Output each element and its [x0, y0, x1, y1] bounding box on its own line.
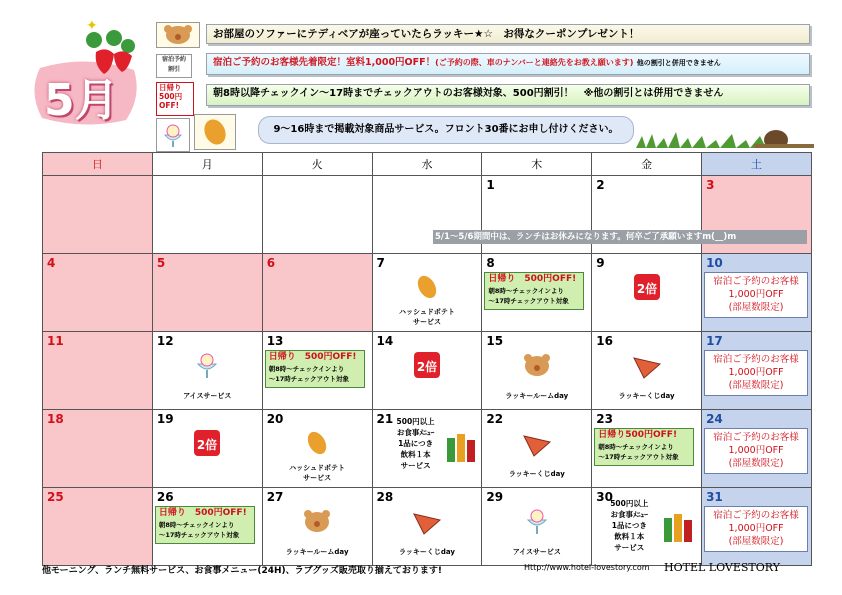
day-cell[interactable] — [152, 332, 262, 410]
weekday-tue: 火 — [262, 153, 372, 176]
day-cell[interactable] — [482, 254, 592, 332]
day-number: 7 — [376, 256, 385, 270]
day-cell[interactable] — [372, 488, 482, 566]
meal-drink-offer: 500円以上 お食事ﾒﾆｭｰ 1品につき 飲料１本 サービス — [610, 499, 649, 552]
weekday-mon: 月 — [152, 153, 262, 176]
day-cell[interactable] — [152, 254, 262, 332]
day-number: 29 — [486, 490, 504, 504]
day-cell[interactable] — [262, 332, 372, 410]
ice-cream-icon — [190, 350, 224, 380]
day-cell[interactable] — [43, 410, 153, 488]
day-number: 9 — [596, 256, 605, 270]
strawberry-icon — [82, 30, 138, 76]
service-caption: アイスサービス — [183, 392, 232, 400]
day-cell[interactable] — [592, 488, 702, 566]
day-number: 12 — [156, 334, 174, 348]
weekday-wed: 水 — [372, 153, 482, 176]
day-cell[interactable] — [592, 410, 702, 488]
day-number: 30 — [596, 490, 613, 504]
service-caption: アイスサービス — [512, 548, 561, 556]
weekday-thu: 木 — [482, 153, 592, 176]
grass-decoration — [636, 118, 816, 148]
day-cell[interactable] — [702, 488, 812, 566]
day-number: 26 — [156, 490, 174, 504]
day-cell[interactable] — [372, 332, 482, 410]
lucky-teddy-banner: お部屋のソファーにテディベアが座っていたらラッキー★☆ お得なクーポンプレゼント！ — [206, 24, 810, 44]
day-use-title: 日帰り 500円OFF! — [488, 274, 577, 284]
day-number: 27 — [266, 490, 284, 504]
weekday-header-row — [43, 153, 812, 176]
day-cell[interactable] — [702, 332, 812, 410]
day-cell-empty — [152, 176, 262, 254]
day-cell[interactable] — [482, 410, 592, 488]
day-number: 31 — [706, 490, 723, 504]
service-caption: ラッキーくじday — [398, 548, 455, 556]
double-points-icon — [412, 350, 442, 380]
day-number: 19 — [156, 412, 174, 426]
day-cell[interactable] — [592, 254, 702, 332]
lottery-ticket-icon — [410, 506, 444, 536]
day-cell[interactable] — [43, 488, 153, 566]
day-number: 5 — [156, 256, 166, 270]
day-use-banner: 朝8時以降チェックイン～17時までチェックアウトのお客様対象、500円割引！ ※他の割引とは併用できません — [206, 84, 810, 106]
service-caption: ハッシュドポテト サービス — [289, 464, 346, 482]
day-number: 21 — [376, 412, 394, 426]
weekday-sun: 日 — [43, 153, 153, 176]
day-cell[interactable] — [152, 410, 262, 488]
service-caption: ラッキーくじday — [618, 392, 675, 400]
day-number: 10 — [706, 256, 723, 270]
lottery-ticket-icon — [520, 428, 554, 458]
double-points-text: 2倍 — [197, 438, 218, 452]
day-cell-empty — [43, 176, 153, 254]
potato-icon — [300, 428, 334, 458]
service-caption: ラッキーくじday — [508, 470, 565, 478]
stay-offer: 宿泊ご予約のお客様 1,000円OFF (部屋数限定) — [704, 506, 808, 552]
day-cell[interactable] — [482, 332, 592, 410]
stay-discount-exclusion: 他の割引と併用できません — [636, 59, 721, 67]
day-use-offer — [594, 428, 694, 466]
day-use-body: 朝8時～チェックインより ～17時チェックアウト対象 — [158, 521, 240, 539]
day-number: 13 — [266, 334, 284, 348]
double-points-icon — [192, 428, 222, 458]
day-cell[interactable] — [262, 410, 372, 488]
day-number: 25 — [47, 490, 64, 504]
service-caption: ラッキールームday — [505, 392, 569, 400]
day-use-title: 日帰り 500円OFF! — [268, 352, 357, 362]
day-number: 20 — [266, 412, 284, 426]
day-use-body: 朝8時～チェックインより ～17時チェックアウト対象 — [598, 443, 679, 461]
week-row — [43, 332, 812, 410]
day-use-offer — [484, 272, 584, 310]
day-cell-empty — [262, 176, 372, 254]
month-label: 5月 — [44, 75, 119, 126]
day-number: 24 — [706, 412, 723, 426]
week-row — [43, 488, 812, 566]
weekday-sat: 土 — [702, 153, 812, 176]
day-use-title: 日帰り 500円OFF! — [158, 508, 247, 518]
day-cell[interactable] — [372, 254, 482, 332]
day-cell[interactable] — [262, 488, 372, 566]
service-caption: ラッキールームday — [285, 548, 349, 556]
day-use-offer — [265, 350, 365, 388]
day-number: 17 — [706, 334, 723, 348]
ice-cream-thumbnail — [156, 118, 190, 152]
lunch-closure-notice: 5/1～5/6期間中は、ランチはお休みになります。何卒ご了承願いますm(__)m — [433, 230, 807, 244]
day-number: 15 — [486, 334, 504, 348]
day-number: 23 — [596, 412, 613, 426]
day-number: 11 — [47, 334, 64, 348]
double-points-icon — [632, 272, 662, 302]
day-number: 4 — [47, 256, 56, 270]
footer-brand: HOTEL LOVESTORY — [664, 561, 780, 574]
day-cell[interactable] — [702, 410, 812, 488]
stay-discount-text: 宿泊ご予約のお客様先着限定！室料1,000円OFF！ — [213, 57, 436, 68]
service-hours-banner: 9～16時まで掲載対象商品サービス。フロント30番にお申し付けください。 — [258, 116, 634, 144]
stay-offer: 宿泊ご予約のお客様 1,000円OFF (部屋数限定) — [704, 272, 808, 318]
drink-bottles-icon — [662, 510, 696, 548]
stay-discount-note: (ご予約の際、車のナンバーと連絡先をお教え願います) — [435, 58, 634, 67]
day-use-body: 朝8時～チェックインより ～17時チェックアウト対象 — [268, 365, 350, 383]
potato-thumbnail — [194, 114, 236, 150]
day-number: 22 — [486, 412, 504, 426]
day-number: 2 — [596, 178, 605, 192]
day-number: 3 — [706, 178, 715, 192]
double-points-text: 2倍 — [416, 360, 438, 374]
day-number: 1 — [486, 178, 495, 192]
day-number: 6 — [266, 256, 276, 270]
teddy-bear-icon — [520, 350, 554, 380]
day-use-title: 日帰り500円OFF! — [598, 430, 678, 440]
day-number: 28 — [376, 490, 394, 504]
double-points-text: 2倍 — [636, 282, 657, 296]
day-number: 18 — [47, 412, 64, 426]
day-cell[interactable] — [482, 488, 592, 566]
week-row — [43, 254, 812, 332]
day-cell[interactable] — [152, 488, 262, 566]
potato-icon — [410, 272, 444, 302]
teddy-bear-icon — [300, 506, 334, 536]
day-use-body: 朝8時～チェックインより ～17時チェックアウト対象 — [488, 287, 569, 305]
day-use-offer — [155, 506, 255, 544]
day-cell[interactable] — [262, 254, 372, 332]
drink-bottles-icon — [445, 430, 479, 468]
lottery-ticket-icon — [630, 350, 664, 380]
service-caption: ハッシュドポテト サービス — [399, 308, 455, 326]
week-row — [43, 410, 812, 488]
weekday-fri: 金 — [592, 153, 702, 176]
day-number: 16 — [596, 334, 613, 348]
sparkle-icon: ✦ — [86, 18, 98, 34]
stay-offer: 宿泊ご予約のお客様 1,000円OFF (部屋数限定) — [704, 350, 808, 396]
day-number: 8 — [486, 256, 495, 270]
stay-discount-badge: 宿泊予約 割引 — [156, 54, 192, 78]
day-cell[interactable] — [43, 332, 153, 410]
calendar-grid — [42, 152, 812, 566]
day-cell[interactable] — [702, 254, 812, 332]
day-number: 14 — [376, 334, 394, 348]
stay-offer: 宿泊ご予約のお客様 1,000円OFF (部屋数限定) — [704, 428, 808, 474]
teddy-bear-thumbnail — [156, 22, 200, 48]
day-cell[interactable] — [372, 410, 482, 488]
footer-services: 他モーニング、ランチ無料サービス、お食事メニュー(24H)、ラブグッズ販売取り揃えております! — [42, 566, 443, 576]
ice-cream-icon — [520, 506, 554, 536]
meal-drink-offer: 500円以上 お食事ﾒﾆｭｰ 1品につき 飲料１本 サービス — [396, 417, 435, 470]
footer-url[interactable]: Http://www.hotel-lovestory.com — [524, 563, 650, 572]
day-discount-badge: 日帰り 500円 OFF! — [156, 82, 194, 116]
day-cell[interactable] — [43, 254, 153, 332]
day-cell[interactable] — [592, 332, 702, 410]
stay-discount-banner — [206, 53, 810, 75]
